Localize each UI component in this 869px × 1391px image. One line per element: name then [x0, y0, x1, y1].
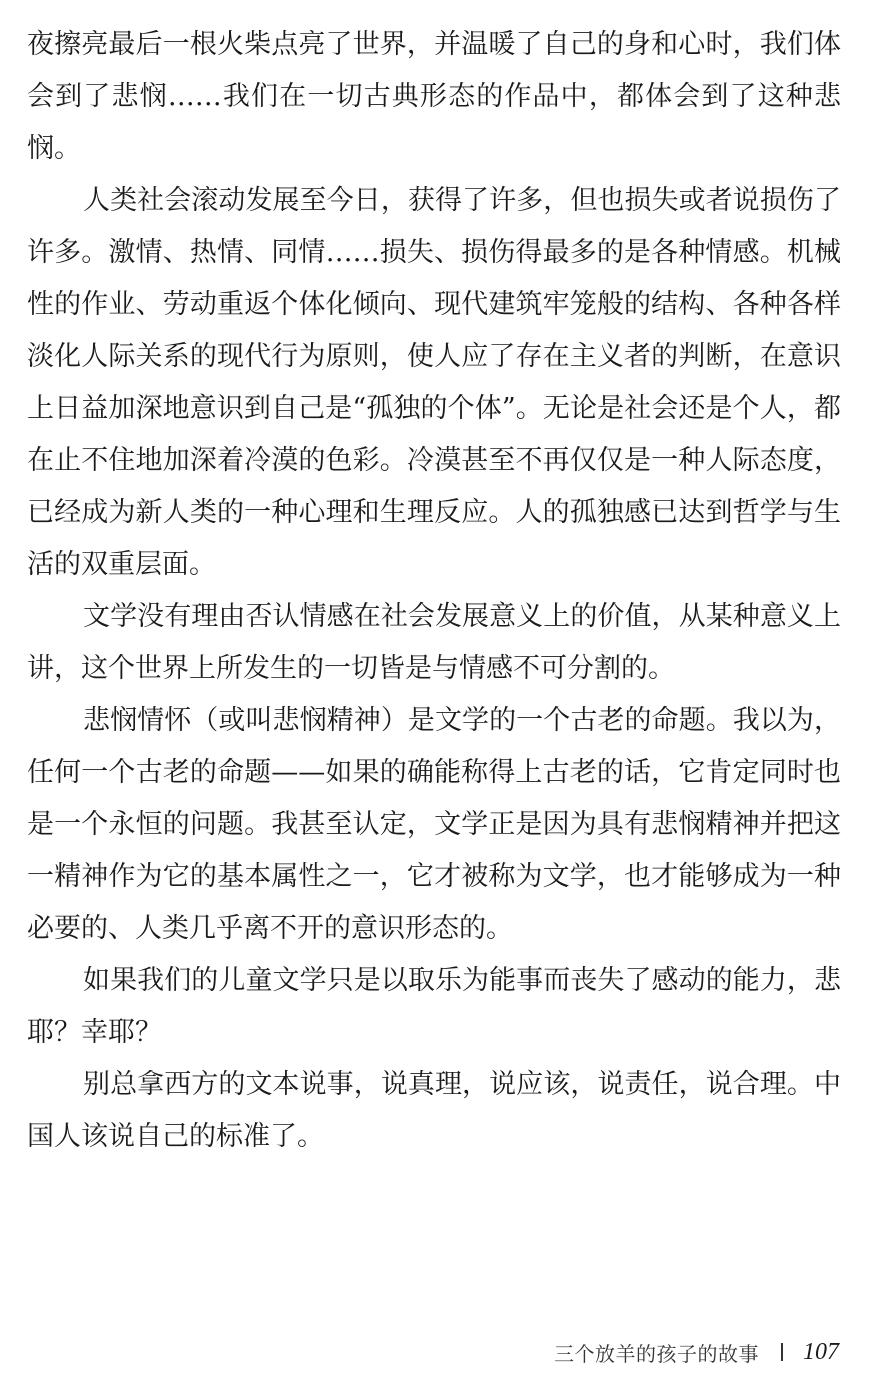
page-footer [0, 1332, 869, 1372]
page-number: 107 [803, 1338, 839, 1365]
paragraph: 悲悯情怀（或叫悲悯精神）是文学的一个古老的命题。我以为，任何一个古老的命题——如果的确能称得上古老的话，它肯定同时也是一个永恒的问题。我甚至认定，文学正是因为具有悲悯精神并把这一精神作为它的基本属性之一，它才被称为文学，也才能够成为一种必要的、人类几乎离不开的意识形态的。 [27, 705, 841, 944]
paragraph: 人类社会滚动发展至今日，获得了许多，但也损失或者说损伤了许多。激情、热情、同情……损失、损伤得最多的是各种情感。机械性的作业、劳动重返个体化倾向、现代建筑牢笼般的结构、各种各样淡化人际关系的现代行为原则，使人应了存在主义者的判断，在意识上日益加深地意识到自己是“孤独的个体”。无论是社会还是个人，都在止不住地加深着冷漠的色彩。冷漠甚至不再仅仅是一种人际态度，已经成为新人类的一种心理和生理反应。人的孤独感已达到哲学与生活的双重层面。 [27, 185, 841, 580]
paragraph: 别总拿西方的文本说事，说真理，说应该，说责任，说合理。中国人该说自己的标准了。 [27, 1069, 841, 1152]
paragraph: 文学没有理由否认情感在社会发展意义上的价值，从某种意义上讲，这个世界上所发生的一切皆是与情感不可分割的。 [27, 601, 841, 684]
paragraph: 如果我们的儿童文学只是以取乐为能事而丧失了感动的能力，悲耶？幸耶？ [27, 965, 841, 1048]
running-title: 三个放羊的孩子的故事 [554, 1341, 759, 1366]
footer-divider [781, 1343, 783, 1361]
paragraph-continued: 夜擦亮最后一根火柴点亮了世界，并温暖了自己的身和心时，我们体会到了悲悯……我们在一切古典形态的作品中，都体会到了这种悲悯。 [27, 29, 841, 164]
page-body [27, 19, 841, 1163]
